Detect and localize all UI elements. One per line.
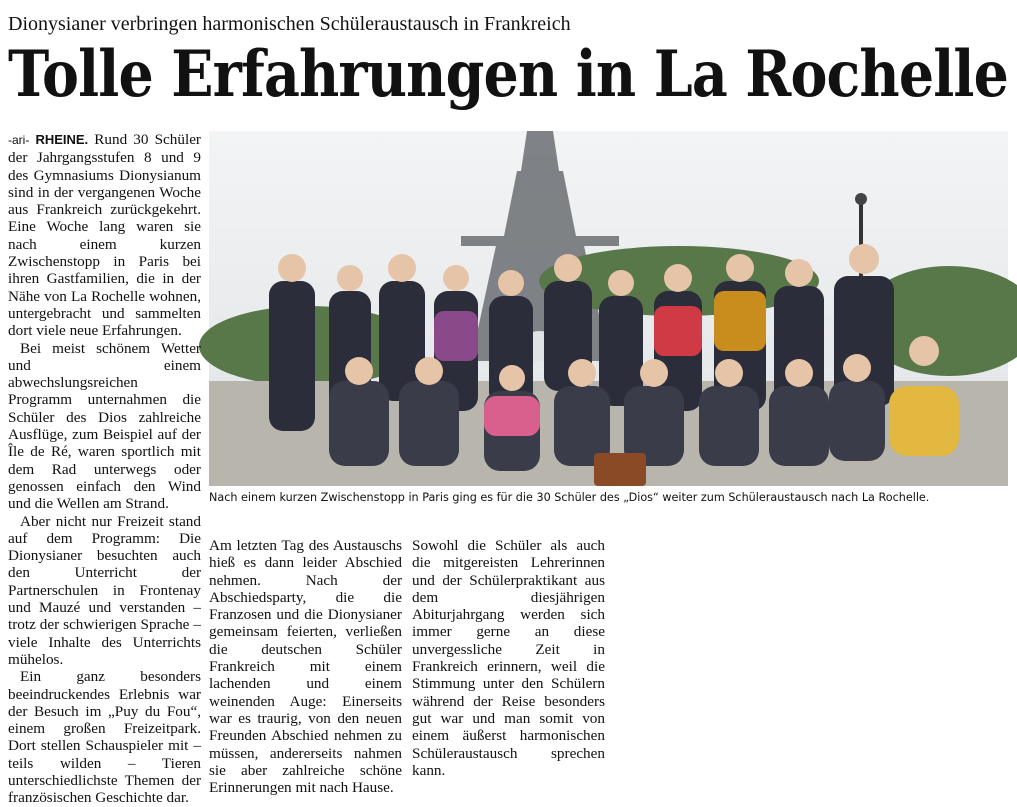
article-paragraph <box>8 131 201 340</box>
text-column-5 <box>815 537 1008 690</box>
text-column-4 <box>614 537 807 690</box>
photo-caption: Nach einem kurzen Zwischenstopp in Paris ging es für die 30 Schüler des „Dios“ weiter zum Schüleraustausch nach La Rochelle. <box>209 491 930 504</box>
article-paragraph: Aber nicht nur Freizeit stand auf dem Programm: Die Dionysianer besuchten auch den Unterricht der Partnerschulen in Frontenay und Mauzé und verstanden – trotz der schwierigen Sprache – viele Inhalte des Unterrichts mühelos. <box>8 512 201 668</box>
article-headline: Tolle Erfahrungen in La Rochelle <box>8 37 1008 112</box>
text-column-1 <box>8 131 201 807</box>
group-photo-eiffel-tower-illustration <box>209 131 1008 486</box>
text-column-2 <box>209 537 402 797</box>
article-kicker: Dionysianer verbringen harmonischen Schüleraustausch in Frankreich <box>8 13 571 35</box>
author-code: -ari- <box>8 133 30 147</box>
text-column-3 <box>412 537 605 779</box>
article-paragraph: Sowohl die Schüler als auch die mitgereisten Lehrerinnen und der Schülerpraktikant aus dem diesjährigen Abiturjahrgang werden sich immer gerne an diese unvergessliche Zeit in Frankreich erinnern, weil die Stimmung unter den Schülern während der Reise besonders gut war und man somit von einem äußerst harmonischen Schüleraustausch sprechen kann. <box>412 537 605 779</box>
article-paragraph: Am letzten Tag des Austauschs hieß es dann leider Abschied nehmen. Nach der Abschiedsparty, die die Franzosen und die Dionysianer gemeinsam feierten, verließen die deutschen Schüler Frankreich mit einem lachenden und einem weinenden Auge: Einerseits war es traurig, von den neuen Freunden Abschied nehmen zu müssen, andererseits nahmen sie aber zahlreiche schöne Erinnerungen mit nach Hause. <box>209 537 402 797</box>
article-photo <box>209 131 1008 486</box>
article-paragraph: Ein ganz besonders beeindruckendes Erlebnis war der Besuch im „Puy du Fou“, einem großen Freizeitpark. Dort stellen Schauspieler mit – teils wilden – Tieren unterschiedlichste Themen der französischen Geschichte dar. <box>8 668 201 807</box>
dateline: RHEINE. <box>35 132 89 147</box>
paragraph-text: Rund 30 Schüler der Jahrgangsstufen 8 und 9 des Gymnasiums Dionysianum sind in der vergangenen Woche aus Frankreich zurückgekehrt. Eine Woche lang waren sie nach einem kurzen Zwischenstopp in Paris bei ihren Gastfamilien, die in der Nähe von La Rochelle wohnen, untergebracht und sammelten dort viele neue Erfahrungen. <box>8 131 201 340</box>
article-paragraph: Bei meist schönem Wetter und einem abwechslungsreichen Programm unternahmen die Schüler des Dios zahlreiche Ausflüge, zum Beispiel auf der Île de Ré, waren sportlich mit dem Rad unterwegs oder genossen einfach den Wind und die Wellen am Strand. <box>8 339 201 513</box>
